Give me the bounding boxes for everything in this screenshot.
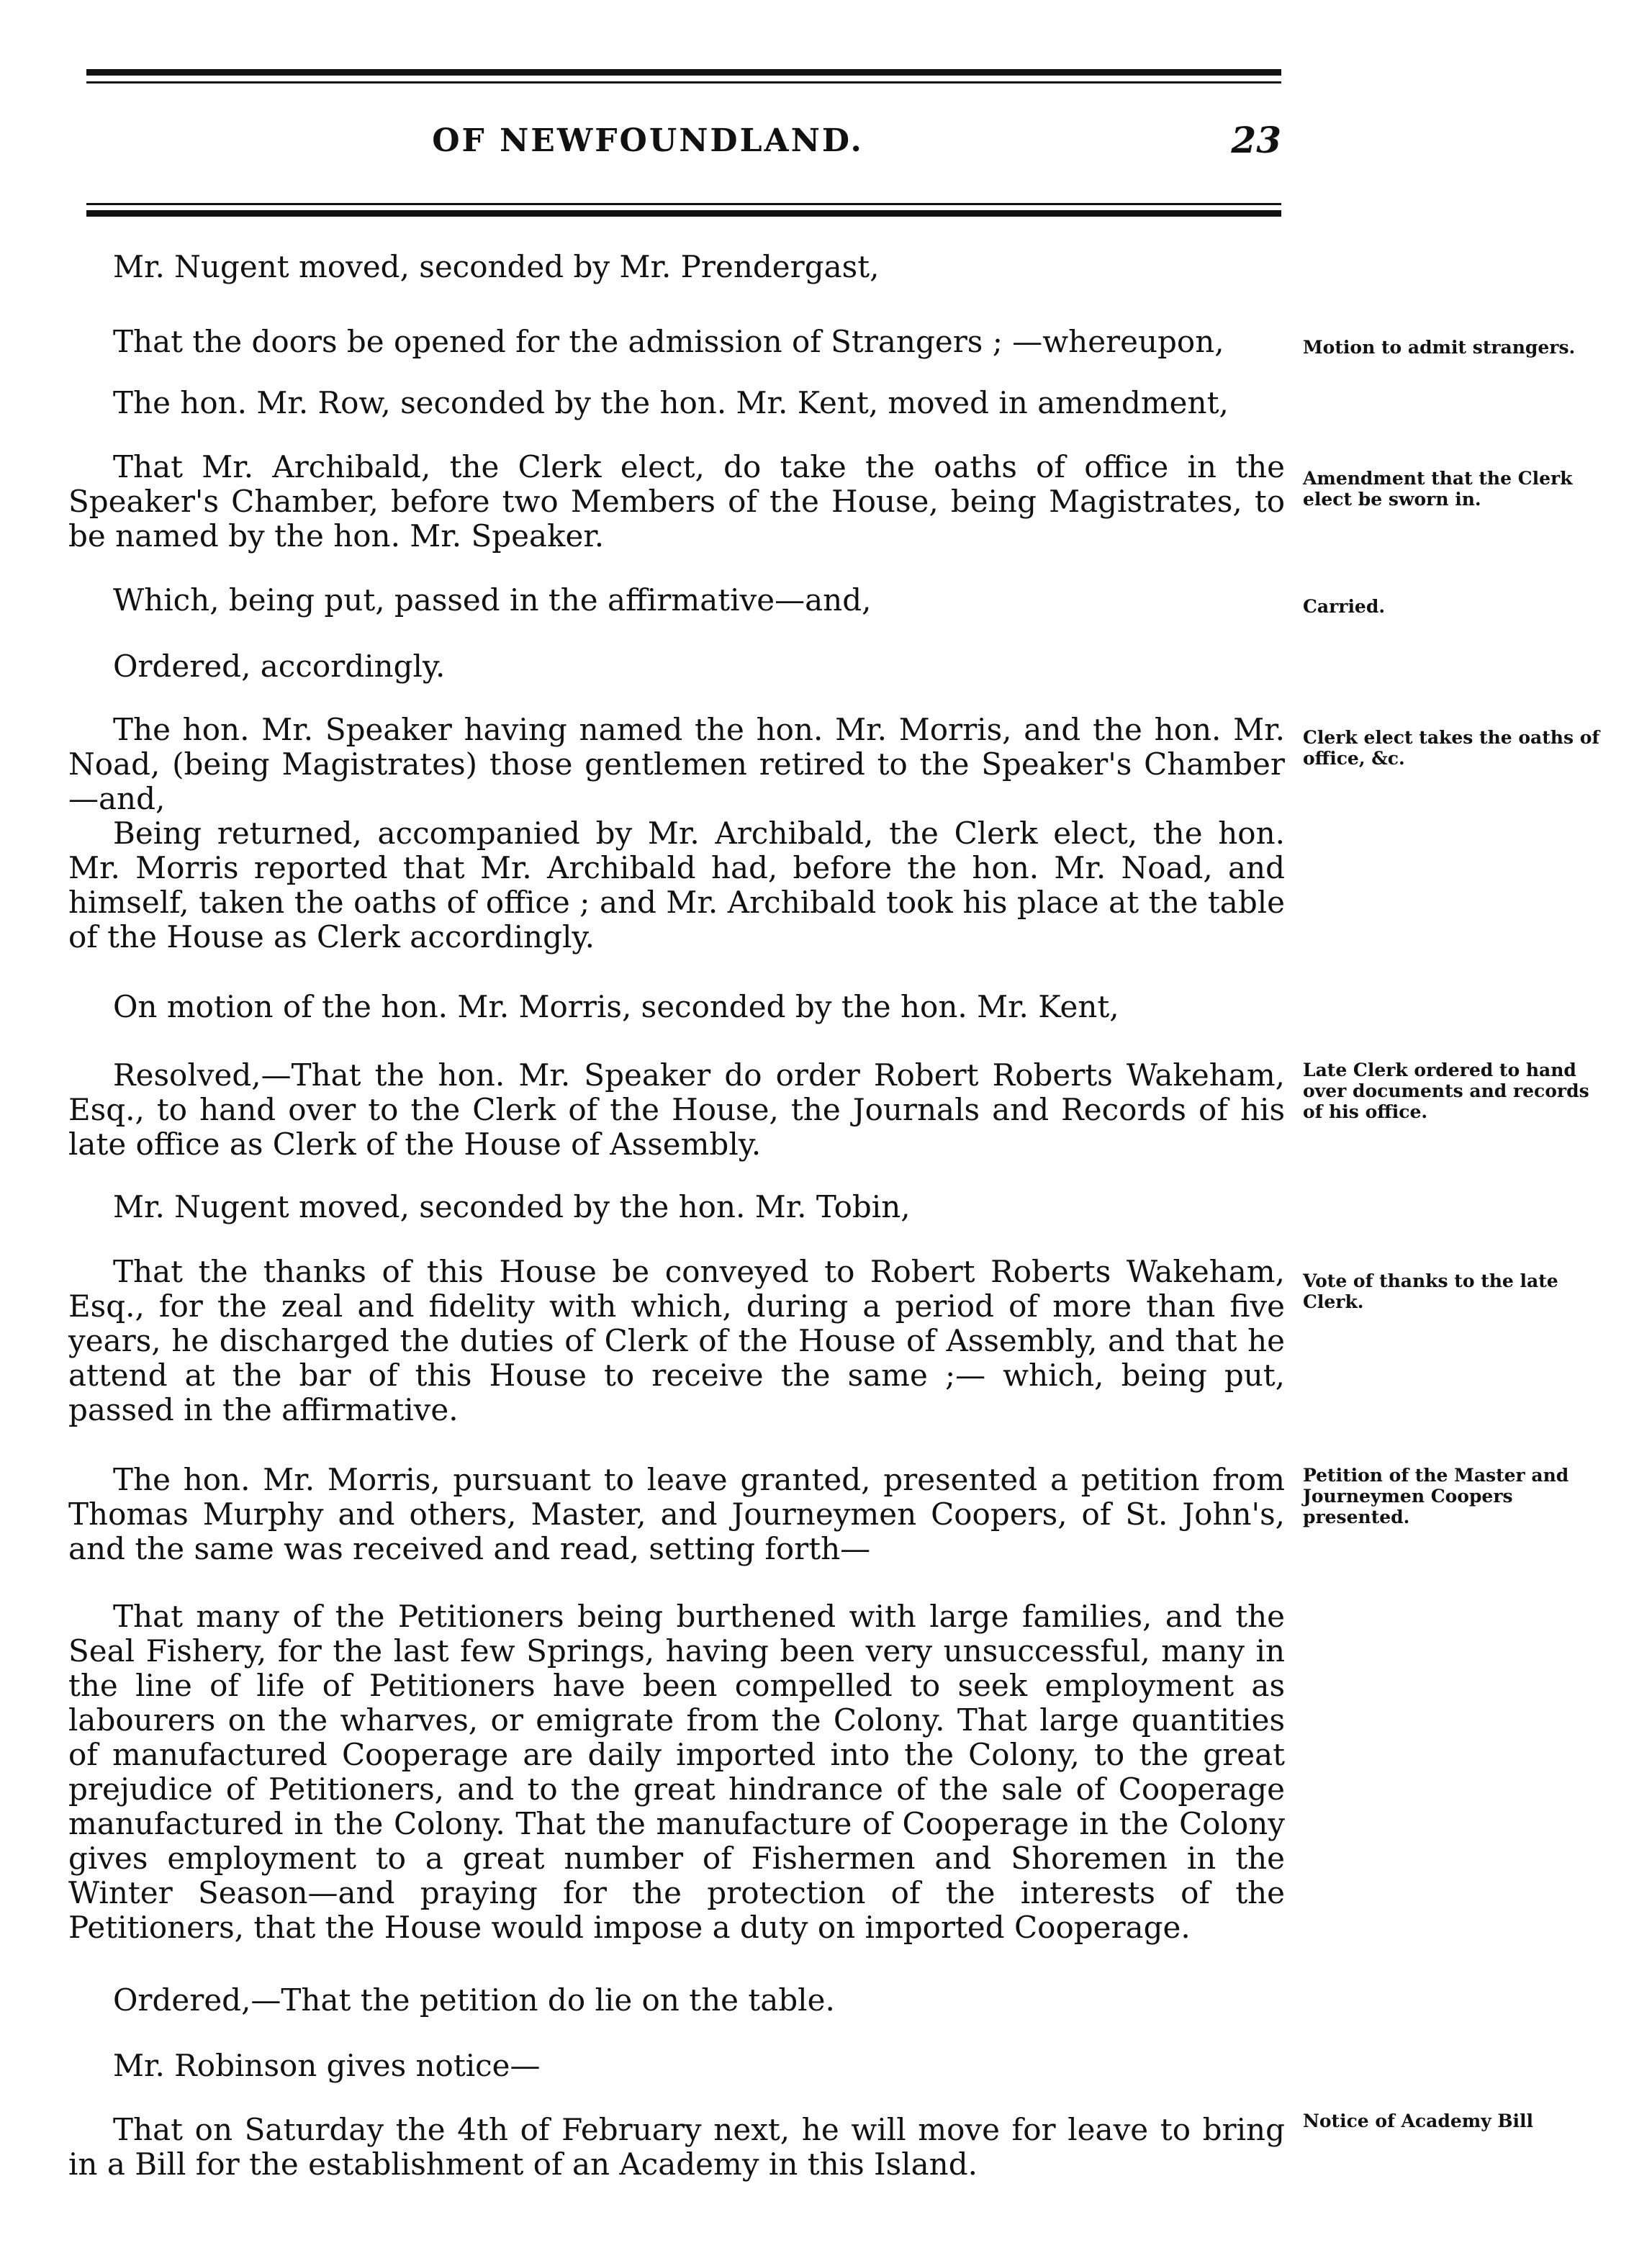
header-rule-top-thick xyxy=(86,69,1281,76)
margin-note: Vote of thanks to the late Clerk. xyxy=(1303,1270,1558,1312)
paragraph: Ordered,—That the petition do lie on the table. xyxy=(113,1982,835,2018)
margin-note: Clerk elect takes the oaths of office, &c. xyxy=(1303,727,1600,769)
margin-note: Amendment that the Clerk elect be sworn in. xyxy=(1303,468,1573,510)
paragraph: Mr. Nugent moved, seconded by the hon. Mr. Tobin, xyxy=(113,1189,911,1224)
paragraph: Resolved,—That the hon. Mr. Speaker do order Robert Roberts Wakeham, Esq., to hand over to the Clerk of the House, the Journals and Records of his late office as Clerk of the House of Assembly. xyxy=(68,1057,1285,1162)
paragraph: That many of the Petitioners being burthened with large families, and the Seal Fishery, for the last few Springs, having been very unsuccessful, many in the line of life of Petitioners have been compelled to seek employment as labourers on the wharves, or emigrate from the Colony. That large quantities of manufactured Cooperage are daily imported into the Colony, to the great prejudice of Petitioners, and to the great hindrance of the sale of Cooperage manufactured in the Colony. That the manufacture of Cooperage in the Colony gives employment to a great number of Fishermen and Shoremen in the Winter Season—and praying for the protection of the interests of the Petitioners, that the House would impose a duty on imported Cooperage. xyxy=(68,1599,1285,1945)
margin-note: Notice of Academy Bill xyxy=(1303,2111,1534,2131)
paragraph: The hon. Mr. Speaker having named the hon. Mr. Morris, and the hon. Mr. Noad, (being Magistrates) those gentlemen retired to the Speaker's Chamber—and, xyxy=(68,712,1285,816)
paragraph: The hon. Mr. Row, seconded by the hon. Mr. Kent, moved in amendment, xyxy=(113,385,1229,420)
paragraph: Which, being put, passed in the affirmative—and, xyxy=(113,582,872,618)
paragraph: That the doors be opened for the admission of Strangers ; —whereupon, xyxy=(113,324,1224,359)
paragraph: That Mr. Archibald, the Clerk elect, do take the oaths of office in the Speaker's Chamber, before two Members of the House, being Magistrates, to be named by the hon. Mr. Speaker. xyxy=(68,449,1285,554)
header-rule-bottom-thick xyxy=(86,210,1281,217)
paragraph: That the thanks of this House be conveyed to Robert Roberts Wakeham, Esq., for the zeal and fidelity with which, during a period of more than five years, he discharged the duties of Clerk of the House of Assembly, and that he attend at the bar of this House to receive the same ;— which, being put, passed in the affirmative. xyxy=(68,1254,1285,1427)
margin-note: Petition of the Master and Journeymen Coopers presented. xyxy=(1303,1465,1569,1527)
paragraph: On motion of the hon. Mr. Morris, seconded by the hon. Mr. Kent, xyxy=(113,989,1119,1024)
page-number: 23 xyxy=(1231,119,1281,161)
paragraph: Ordered, accordingly. xyxy=(113,649,446,684)
margin-note: Late Clerk ordered to hand over documents and records of his office. xyxy=(1303,1060,1589,1122)
margin-note: Motion to admit strangers. xyxy=(1303,337,1576,358)
paragraph: The hon. Mr. Morris, pursuant to leave granted, presented a petition from Thomas Murphy and others, Master, and Journeymen Coopers, of St. John's, and the same was received and read, setting forth— xyxy=(68,1462,1285,1566)
paragraph: Mr. Nugent moved, seconded by Mr. Prendergast, xyxy=(113,249,880,284)
running-head: OF NEWFOUNDLAND. xyxy=(432,122,864,159)
paragraph: Being returned, accompanied by Mr. Archibald, the Clerk elect, the hon. Mr. Morris reported that Mr. Archibald had, before the hon. Mr. Noad, and himself, taken the oaths of office ; and Mr. Archibald took his place at the table of the House as Clerk accordingly. xyxy=(68,816,1285,954)
header-rule-top-thin xyxy=(86,81,1281,83)
header-rule-bottom-thin xyxy=(86,203,1281,205)
margin-note: Carried. xyxy=(1303,596,1386,617)
paragraph: That on Saturday the 4th of February next, he will move for leave to bring in a Bill for the establishment of an Academy in this Island. xyxy=(68,2112,1285,2182)
paragraph: Mr. Robinson gives notice— xyxy=(113,2048,541,2083)
